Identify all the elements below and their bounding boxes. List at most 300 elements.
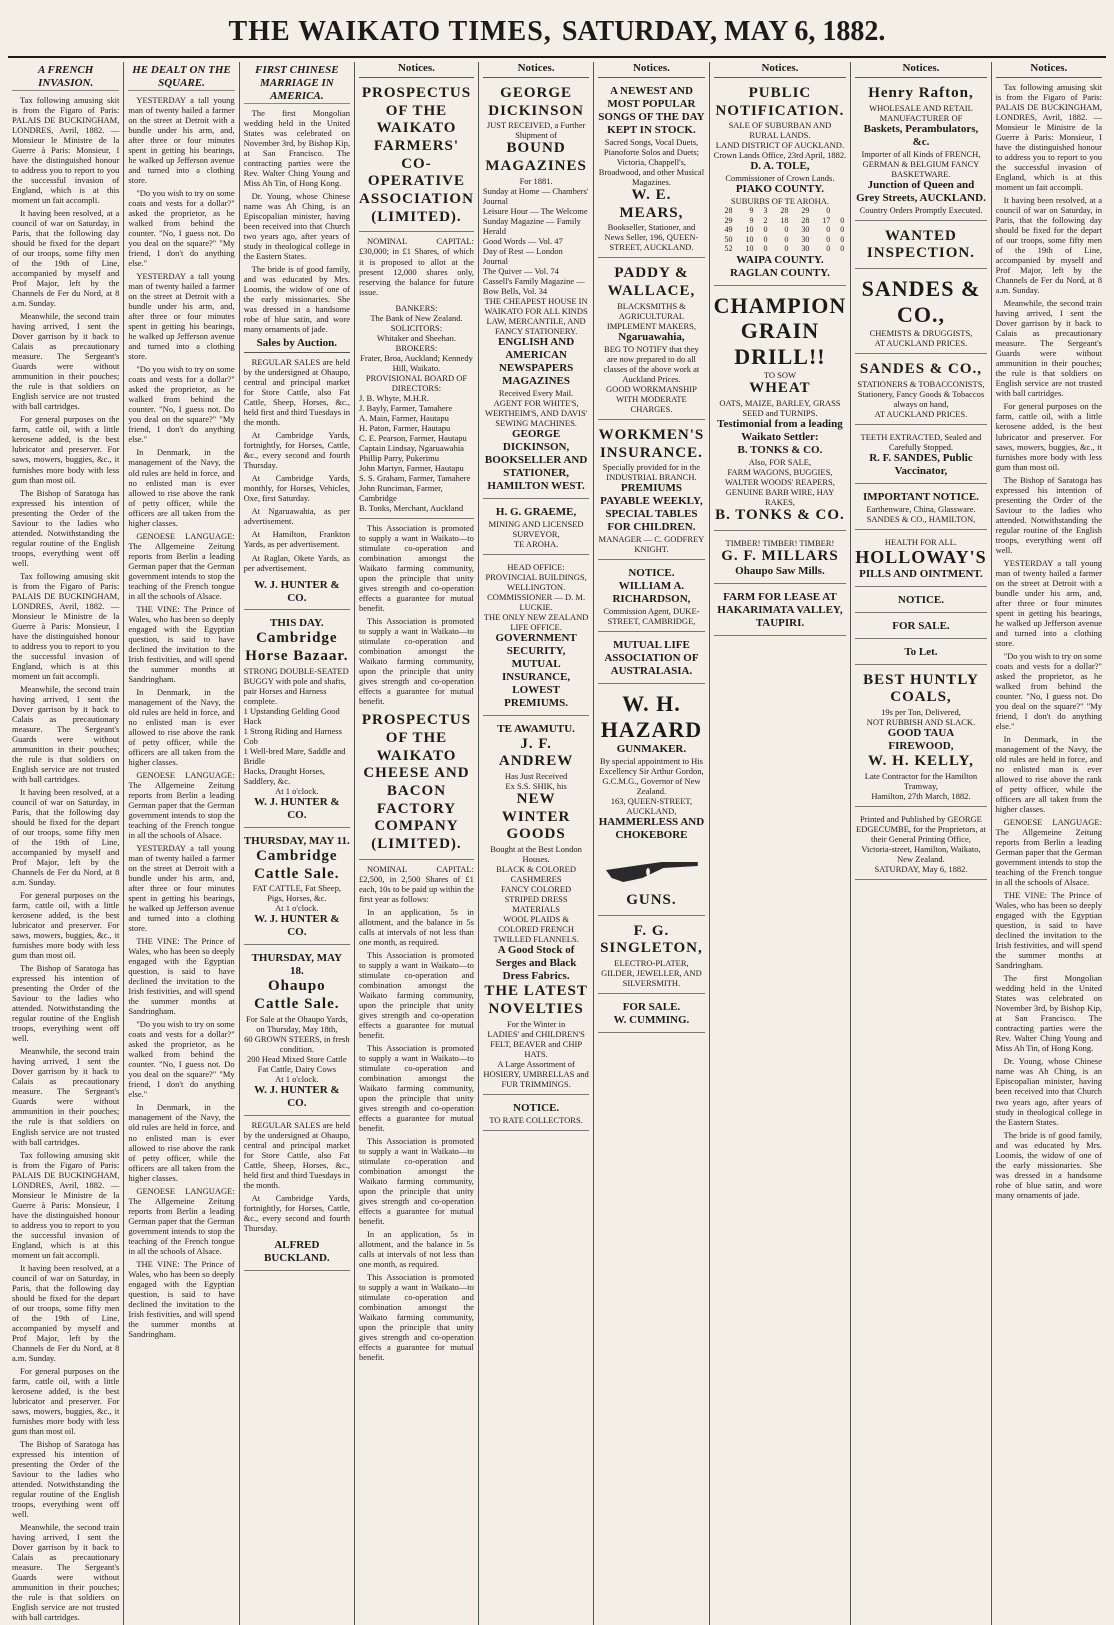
ad-text: Testimonial from a leading Waikato Settler: [717,418,843,444]
magazine-item: Sunday Magazine — Family Herald [482,215,581,236]
ad-headline: A NEWEST AND MOST POPULAR SONGS OF THE DAY KEPT IN STOCK. [598,84,705,136]
article-paragraph: Dr. Young, whose Chinese name was Ah Ching, is an Episcopalian minister, having been received into that Church two years ago, after years of study in theological college in the Eastern States. [995,1056,1102,1127]
sale-day: THIS DAY. [270,617,324,630]
rate-notice [483,1099,589,1131]
article-title-french-invasion: A FRENCH INVASION. [12,64,119,91]
director: S. S. Graham, Farmer, Tamahere [359,472,471,483]
columns [8,62,1106,1623]
table-cell: 0 [784,234,789,244]
directors-head: PROVISIONAL BOARD OF DIRECTORS: [365,372,468,393]
solicitors: Whitaker and Sheehan. [376,332,456,343]
coal-ad [855,669,986,807]
wanted-inspection-ad [855,225,986,269]
ad-text: COMMISSIONER — D. M. LUCKIE. [487,591,586,612]
auction-notice: At Cambridge Yards, monthly, for Horses, Vehicles, Oxe, first Saturday. [243,473,350,504]
ad-headline: MUTUAL LIFE ASSOCIATION OF AUSTRALASIA. [604,639,699,678]
article-paragraph: "Do you wish to try on some coats and vests for a dollar?" asked the proprietor, as he walked from behind the counter. "No, I guess not. Do you deal on the square?" "My friend, I don't do anything else." [995,650,1102,731]
notice-head: To Let. [904,645,938,658]
column-9 [991,62,1106,1625]
advertiser-name: W. CUMMING. [613,1014,690,1026]
ad-text: LAND DISTRICT OF AUCKLAND. [715,140,845,151]
to-let-ad [855,643,986,665]
article-paragraph: For general purposes on the farm, cattle oil, with a little kerosene added, is the best lubricator and preserver. For saws, mowers, buggies, &c., it furnishes more body with less gum than most oil. [12,1365,120,1436]
ad-text: SUBURBS OF TE AROHA. [730,196,829,207]
article-paragraph: It having been resolved, at a council of war on Saturday, in Paris, that the following day should be fixed for the depart of our troops, some fifty men of the 19th of Line, accompanied by myself and Prof Major, left by the Channels de Fer du Nord, at 8 a.m. Sunday. [995,195,1102,296]
advertiser-name: SANDES & CO., [859,360,983,377]
table-cell: 0 [784,244,789,254]
bankers-head: BANKERS: [395,302,438,313]
article-paragraph: Tax following amusing skit is from the Figaro of Paris: PALAIS DE BUCKINGHAM, LONDRES, Avril, 1882. —Monsieur le Ministre de la Guerre à Paris: Monsieur, I have the distinguished honour to address you to report to you the successful invasion of England, which is at this moment un fait accompli. [12,570,120,681]
advertiser-name: WILLIAM A. RICHARDSON, [612,580,691,606]
article-paragraph: YESTERDAY a tall young man of twenty hailed a farmer on the street at Detroit with a bundle under his arm, and, after three or four minutes spent in getting his bearings, he walked up Jefferson avenue and turned into a clothing store. [128,271,235,362]
ad-text: Bought at the Best London Houses. [490,844,582,865]
bankers: The Bank of New Zealand. [370,312,463,323]
auctioneer-name: W. J. HUNTER & CO. [254,913,340,939]
article-paragraph: Meanwhile, the second train having arrived, I sent the Dover garrison by it back to Calais as precautionary measure. The Sergeant's Guards were without ammunition in their pouches; the rule is that soldiers on English service are not trusted with ball cartridges. [12,683,120,784]
ad-text: WHEAT [749,380,811,397]
column-6 [593,62,708,1625]
table-row [714,216,847,225]
article-paragraph: GENOESE LANGUAGE: The Allgemeine Zeitung reports from Berlin a leading German paper that the German government intends to stop the teaching of the French tongue in all the schools of Alsace. [128,1185,235,1256]
imprint-text: Printed and Published by GEORGE EDGECUMBE, for the Proprietors, at their General Printing Office, Victoria-street, Hamilton, Waikato, New Zealand. [856,813,986,864]
richardson-ad [598,564,704,632]
sale-title: Cambridge Cattle Sale. [254,847,340,882]
table-cell: 10 [745,234,754,244]
ad-text: AT AUCKLAND PRICES. [874,408,968,419]
brokers: Frater, Broa, Auckland; Kennedy Hill, Waikato. [360,352,473,373]
article-paragraph: YESTERDAY a tall young man of twenty hailed a farmer on the street at Detroit with a bundle under his arm, and, after three or four minutes spent in getting his bearings, he walked up Jefferson avenue and turned into a clothing store. [128,843,235,934]
paddy-wallace-ad [598,262,704,420]
table-cell: 0 [763,225,768,235]
table-row [714,225,847,234]
mutual-life-ad [598,636,704,684]
ad-text: BLACKSMITHS & AGRICULTURAL IMPLEMENT MAKERS, [606,300,696,331]
purpose-text: This Association is promoted to supply a want in Waikato—to stimulate co-operation and combination amongst the Waikato farming community, upon the principle that unity gives strength and co-operation effects a guarantee for mutual benefit. [359,949,474,1040]
advertiser-name: Henry Rafton, [868,84,974,101]
ohaupo-cattle-sale [244,949,350,1115]
column-2 [123,62,238,1625]
ad-text: Junction of Queen and Grey Streets, AUCKLAND. [856,178,986,204]
advertiser-name: W. E. MEARS, [619,186,684,221]
magazine-item: Leisure Hour — The Welcome [482,205,588,216]
notice-head: FOR SALE. [622,1001,681,1014]
table-cell: 30 [801,244,810,254]
table-cell: 0 [826,234,831,244]
mears-ad [598,82,704,258]
ad-text: Commission Agent, DUKE-STREET, CAMBRIDGE, [603,606,700,627]
article-paragraph: It having been resolved, at a council of war on Saturday, in Paris, that the following day should be fixed for the depart of our troops, some fifty men of the 19th of Line, accompanied by myself and Prof Major, left by the Channels de Fer du Nord, at 8 a.m. Sunday. [12,786,120,888]
ad-text: Has Just Received [504,771,568,782]
section-head-notices: Notices. [714,62,847,78]
ad-text: OATS, MAIZE, BARLEY, GRASS SEED and TURNIPS. [719,398,841,419]
advertiser-name: W. H. KELLY, [868,753,974,770]
dental-ad [855,429,986,484]
article-paragraph: YESTERDAY a tall young man of twenty hailed a farmer on the street at Detroit with a bundle under his arm, and, after three or four minutes spent in getting his bearings, he walked up Jefferson avenue and turned into a clothing store. [995,557,1102,648]
capital-text: NOMINAL CAPITAL: £30,000; in £1 Shares, of which it is proposed to allot at the present 12,000 shares only, reserving the balance for future issue. [359,236,474,297]
land-price-table [714,206,847,253]
article-paragraph: Meanwhile, the second train having arrived, I sent the Dover garrison by it back to Calais as precautionary measure. The Sergeant's Guards were without ammunition in their pouches; the rule is that soldiers on English service are not trusted with ball cartridges. [12,311,120,412]
column-3 [239,62,354,1625]
sale-line: 60 GROWN STEERS, in fresh condition. [244,1033,350,1054]
sale-line: FAT CATTLE, Fat Sheep, Pigs, Horses, &c. [252,883,341,904]
ad-text: NOT RUBBISH AND SLACK. [866,717,976,728]
ad-text: Ex S.S. SHIK, his [505,781,567,792]
ad-text: WHOLESALE AND RETAIL MANUFACTURER OF [869,102,973,123]
director: J. Bayly, Farmer, Tamahere [359,402,453,413]
table-cell: 52 [724,244,733,254]
auction-notice: At Ngaruawahia, as per advertisement. [243,506,350,527]
location: TE AWAMUTU. [497,722,575,735]
ad-text: SANDES & CO., HAMILTON, [866,513,976,524]
article-paragraph: THE VINE: The Prince of Wales, who has been so deeply engaged with the Egyptian question, is said to have declined the invitation to the Irish festivities, and will spend the summer months at Sandringham. [995,890,1102,971]
section-head-notices: Notices. [855,62,986,78]
column-1 [8,62,123,1625]
ad-text: LADIES' and CHILDREN'S FELT, BEAVER and CHIP HATS. [487,1028,585,1059]
ad-text: THE ONLY NEW ZEALAND LIFE OFFICE. [483,611,589,632]
ad-text: TE AROHA. [513,538,559,549]
sale-time: At 1 o'clock. [275,903,319,914]
director: John Runciman, Farmer, Cambridge [359,482,443,503]
article-paragraph: "Do you wish to try on some coats and vests for a dollar?" asked the proprietor, as he walked from behind the counter. "No, I guess not. Do you deal on the square?" "My friend, I don't do anything else." [128,1019,235,1100]
sale-line: Hacks, Draught Horses, Saddlery, &c. [243,765,325,786]
advertiser-name: F. G. SINGLETON, [600,922,703,957]
table-cell: 29 [724,215,733,225]
article-paragraph: THE VINE: The Prince of Wales, who has been so deeply engaged with the Egyptian question, is said to have declined the invitation to the Irish festivities, and will spend the summer months at Sandringham. [128,936,235,1017]
masthead [8,8,1106,58]
ad-text: Sacred Songs, Vocal Duets, Pianoforte Solos and Duets; Victoria, Chappell's, Broadwood, and other Musical Magazines. [598,136,705,187]
advertiser-name: H. G. GRAEME, [495,505,577,518]
advertiser-name: B. TONKS & CO. [737,444,823,457]
notice-head: NOTICE. [897,593,945,606]
ad-text: Country Orders Promptly Executed. [859,204,983,215]
ad-text: GOOD WORKMANSHIP WITH MODERATE CHARGES. [606,383,697,414]
advertiser-name: SANDES & CO., [861,276,981,327]
auction-notice: REGULAR SALES are held by the undersigned at Ohaupo, central and principal market for Store Cattle, also Fat Cattle, Sheep, Horses, &c., held first and third Tuesdays in the month. [243,357,350,428]
article-paragraph: In Denmark, in the management of the Navy, the old rules are held in force, and no enlisted man is ever allowed to rise above the rank of petty officer, while the officers are all taken from the higher classes. [128,1102,235,1183]
ad-text: 19s per Ton, Delivered, [881,707,961,718]
imprint [855,811,986,880]
workmen-insurance-ad [598,424,704,560]
ad-text: Ohaupo Saw Mills. [735,565,825,578]
auction-notice: At Hamilton, Frankton Yards, as per advertisement. [243,529,350,550]
prospectus-title: PROSPECTUS OF THE WAIKATO FARMERS' CO-OPERATIVE ASSOCIATION (LIMITED). [359,84,474,225]
prospectus-title: PROSPECTUS OF THE WAIKATO CHEESE AND BACON FACTORY COMPANY (LIMITED). [361,712,472,852]
cheese-prospectus [359,709,474,860]
county-head: WAIPA COUNTY. [736,253,824,266]
table-cell: 50 [724,234,733,244]
ad-text: GOOD TAUA FIREWOOD, [887,727,955,753]
ad-text: FARM WAGONS, BUGGIES, WALTER WOODS' REAPERS, [724,467,835,488]
ad-headline: GRAIN [740,318,820,344]
purpose-text: This Association is promoted to supply a want in Waikato—to stimulate co-operation and combination amongst the Waikato farming community, upon the principle that unity gives strength and co-operation effects a guarantee for mutual benefit. [359,1272,474,1363]
article-paragraph: The bride is of good family, and was educated by Mrs. Loomis, the widow of one of the early missionaries. She was dressed in a handsome robe of blue satin, and wore many ornaments of jade. [243,264,350,335]
ad-text: HEAD OFFICE: PROVINCIAL BUILDINGS, WELLINGTON. [485,561,587,592]
column-8 [850,62,990,1625]
county-head: PIAKO COUNTY. [735,183,825,196]
ad-headline: Baskets, Perambulators, &c. [863,122,979,148]
advertiser-name: D. A. TOLE, [750,160,810,173]
county-head: RAGLAN COUNTY. [730,266,830,279]
article-paragraph: YESTERDAY a tall young man of twenty hailed a farmer on the street at Detroit with a bundle under his arm, and, after three or four minutes spent in getting his bearings, he walked up Jefferson avenue and turned into a clothing store. [128,94,235,186]
table-row [714,244,847,253]
advertiser-name: W. H. HAZARD [600,691,703,742]
graeme-ad [483,503,589,555]
advertiser-name: GEORGE DICKINSON [488,84,584,119]
imprint-date: SATURDAY, May 6, 1882. [874,863,968,874]
ad-text: A Good Stock of Serges and Black Dress Fabrics. [495,944,577,983]
article-paragraph: Meanwhile, the second train having arrived, I sent the Dover garrison by it back to Calais as precautionary measure. The Sergeant's Guards were without ammunition in their pouches; the rule is that soldiers on English service are not trusted with ball cartridges. [12,1046,120,1147]
article-paragraph: The first Mongolian wedding held in the United States was celebrated on November 3rd, by Bishop Kip, at San Francisco. The contracting parties were the Rev. Walter Ching Young and Miss Ah Tin, of Hong Kong. [243,107,350,189]
advertiser-name: G. F. MILLARS [721,547,839,564]
grain-drill-ad [714,290,847,531]
table-cell: 9 [749,206,754,216]
purpose-text: This Association is promoted to supply a want in Waikato—to stimulate co-operation and combination amongst the Waikato farming community, upon the principle that unity gives strength and co-operation effects a guarantee for mutual benefit. [359,616,474,707]
ad-text: AT AUCKLAND PRICES. [874,337,968,348]
ad-text: SPECIAL TABLES FOR CHILDREN. [605,508,698,534]
ad-text: Crown Lands Office, 23rd April, 1882. [713,150,847,161]
article-paragraph: THE VINE: The Prince of Wales, who has been so deeply engaged with the Egyptian question, is said to have declined the invitation to the Irish festivities, and will spend the summer months at Sandringham. [128,603,235,684]
article-paragraph: It having been resolved, at a council of war on Saturday, in Paris, that the following day should be fixed for the depart of our troops, some fifty men of the 19th of Line, accompanied by myself and Prof Major, left by the Channels de Fer du Nord, at 8 a.m. Sunday. [12,208,120,309]
ad-text: TIMBER! TIMBER! TIMBER! [725,537,835,548]
table-cell: 0 [763,244,768,254]
singleton-ad [598,920,704,994]
magazine-item: Sunday at Home — Chambers' Journal [482,185,589,206]
cheese-text: In an application, 5s in allotment, and the balance in 5s calls at intervals of not less than one month, as required. [359,906,474,947]
sale-time: At 1 o'clock. [275,1073,319,1084]
location: Ngaruawahia, [618,330,685,343]
article-paragraph: It having been resolved, at a council of war on Saturday, in Paris, that the following day should be fixed for the depart of our troops, some fifty men of the 19th of Line, accompanied by myself and Prof Major, left by the Channels de Fer du Nord, at 8 a.m. Sunday. [12,1262,120,1363]
ad-headline: PUBLIC NOTIFICATION. [715,84,845,119]
auction-notice: At Cambridge Yards, fortnightly, for Horses, Cattle, &c., every second and fourth Thursday. [243,1192,350,1233]
article-paragraph: Dr. Young, whose Chinese name was Ah Ching, is an Episcopalian minister, having been received into that Church two years ago, after years of study in theological college in the Eastern States. [243,191,350,262]
farmers-prospectus [359,82,474,233]
advertiser-name: PADDY & WALLACE, [607,265,696,300]
ad-headline: THE LATEST NOVELTIES [484,983,588,1017]
table-cell: 0 [840,234,845,244]
ad-text: WOOL PLAIDS & COLORED FRENCH TWILLED FLANNELS. [493,914,579,945]
article-title-dealt-on-square: HE DEALT ON THE SQUARE. [128,64,234,91]
ad-subtitle: JUST RECEIVED, a Further Shipment of [486,120,586,141]
bankers-block [359,300,474,519]
article-paragraph: The bride is of good family, and was educated by Mrs. Loomis, the widow of one of the early missionaries. She was dressed in a handsome robe of blue satin, and wore many ornaments of jade. [995,1129,1102,1200]
auctioneer-sign [244,576,350,611]
table-cell: 0 [784,225,789,235]
ad-text: Specially provided for in the INDUSTRIAL BRANCH. [602,462,701,483]
article-paragraph: Tax following amusing skit is from the Figaro of Paris: PALAIS DE BUCKINGHAM, LONDRES, Avril, 1882. —Monsieur le Ministre de la Guerre à Paris: Monsieur, I have the distinguished honour to address you to report to you the successful invasion of England, which is at this moment un fait accompli. [12,1149,120,1260]
director: C. E. Pearson, Farmer, Hautapu [359,432,467,443]
issue-date: SATURDAY, MAY 6, 1882. [561,16,886,47]
table-cell: 9 [749,215,754,225]
ad-text: Commissioner of Crown Lands. [725,173,835,184]
ad-text: HEALTH FOR ALL. [884,536,958,547]
sale-line: 1 Upstanding Gelding Good Hack [243,705,340,726]
ad-text: BEG TO NOTIFY that they are now prepared to do all classes of the above work at Auckland Prices. [603,343,700,384]
ad-text: AGENT FOR WHITE'S, WERTHEIM'S, AND DAVIS' SEWING MACHINES. [484,397,588,428]
ad-text: STATIONERS & TOBACCONISTS, [857,378,985,389]
table-cell: 10 [745,225,754,235]
sale-day: THURSDAY, MAY 11. [243,834,350,847]
ad-headline: IMPORTANT NOTICE. [862,490,979,503]
article-paragraph: Tax following amusing skit is from the Figaro of Paris: PALAIS DE BUCKINGHAM, LONDRES, Avril, 1882. —Monsieur le Ministre de la Guerre à Paris: Monsieur, I have the distinguished honour to address you to report to you the successful invasion of England, which is at this moment un fait accompli. [12,94,120,206]
magazine-item: The Quiver — Vol. 74 [482,265,559,276]
ad-text: CHEMISTS & DRUGGISTS, [869,327,973,338]
table-cell: 17 [822,215,831,225]
table-cell: 0 [826,206,831,216]
table-cell: 2 [763,215,768,225]
ad-text: TO RATE COLLECTORS. [489,1114,583,1125]
article-paragraph: GENOESE LANGUAGE: The Allgemeine Zeitung reports from Berlin a leading German paper that the German government intends to stop the teaching of the French tongue in all the schools of Alsace. [128,530,235,601]
sale-line: 1 Strong Riding and Harness Cob [243,725,342,746]
important-notice-ad [855,488,986,530]
table-cell: 28 [801,215,810,225]
table-cell: 29 [801,206,810,216]
ad-text: By special appointment to His Excellency Sir Arthur Gordon, G.C.M.G., Governor of New Zealand. [599,755,704,796]
table-cell: 28 [724,206,733,216]
table-cell: 49 [724,225,733,235]
table-cell: 0 [826,225,831,235]
table-row [714,206,847,215]
ad-headline: HAMMERLESS AND CHOKEBORE [598,815,705,841]
sandes-stationers-ad [855,358,986,425]
ad-text: Also, FOR SALE, [748,457,812,467]
table-cell: 3 [763,206,768,216]
ad-text: Late Contractor for the Hamilton Tramway, [864,770,978,791]
purpose-text: This Association is promoted to supply a want in Waikato—to stimulate co-operation and combination amongst the Waikato farming community, upon the principle that unity gives strength and co-operation effects a guarantee for mutual benefit. [359,522,474,614]
sandes-chemists-ad [855,273,986,354]
ad-subtitle: For 1881. [519,175,553,186]
ad-text: Received Every Mail. [498,387,574,398]
sale-line: STRONG DOUBLE-SEATED BUGGY with pole and shafts, pair Horses and Harness complete. [243,665,349,706]
table-cell: 0 [840,215,845,225]
table-cell: 28 [780,206,789,216]
holloway-ad [855,534,986,587]
ad-text: Bookseller, Stationer, and News Seller, 196, QUEEN-STREET, AUCKLAND. [604,222,699,253]
magazine-item: Day of Rest — London Journal [482,245,563,266]
ad-text: GENUINE BARB WIRE, HAY RAKES, [725,487,835,508]
auction-notice: At Cambridge Yards, fortnightly, for Horses, Cattle, &c., every second and fourth Thursday. [243,430,350,471]
ad-text: GUNMAKER. [616,742,687,755]
article-paragraph: For general purposes on the farm, cattle oil, with a little kerosene added, is the best lubricator and preserver. For saws, mowers, buggies, &c., it furnishes more body with less gum than most oil. [12,414,120,485]
for-sale-ad [855,617,986,639]
ad-text: BLACK & COLORED CASHMERES [496,864,576,885]
article-paragraph: The first Mongolian wedding held in the United States was celebrated on November 3rd, by Bishop Kip, at San Francisco. The contracting parties were the Rev. Walter Ching Young and Miss Ah Tin, of Hong Kong. [995,973,1102,1054]
notice-ad [855,591,986,613]
director: John Martyn, Farmer, Hautapu [359,462,464,473]
table-cell: 30 [801,225,810,235]
auctioneer-name: W. J. HUNTER & CO. [254,578,340,604]
ad-text: For the Winter in [506,1018,566,1029]
ad-headline: DRILL!! [734,344,826,370]
article-paragraph: In Denmark, in the management of the Navy, the old rules are held in force, and no enlisted man is ever allowed to rise above the rank of petty officer, while the officers are all taken from the higher classes. [128,686,235,767]
director: B. Tonks, Merchant, Auckland [359,502,464,513]
section-head-notices: Notices. [598,62,704,78]
column-4 [354,62,478,1625]
ad-text: SALE OF SUBURBAN AND RURAL LANDS. [728,120,832,141]
andrew-ad [483,720,589,1095]
article-paragraph: "Do you wish to try on some coats and vests for a dollar?" asked the proprietor, as he walked from behind the counter. "No, I guess not. Do you deal on the square?" "My friend, I don't do anything else." [128,364,235,445]
ad-headline: BOUND MAGAZINES [485,140,587,175]
cheese-text: In an application, 5s in allotment, and the balance in 5s calls at intervals of not less than one month, as required. [359,1229,474,1270]
article-paragraph: THE VINE: The Prince of Wales, who has been so deeply engaged with the Egyptian question, is said to have declined the invitation to the Irish festivities, and will spend the summer months at Sandringham. [128,1258,235,1339]
article-paragraph: For general purposes on the farm, cattle oil, with a little kerosene added, is the best lubricator and preserver. For saws, mowers, buggies, &c., it furnishes more body with less gum than most oil. [12,890,120,961]
table-row [714,235,847,244]
ad-headline: CHAMPION [713,292,847,318]
dickinson-ad [483,82,589,499]
capital-text: NOMINAL CAPITAL: £2,500, in 2,500 Shares of £1 each, 10s to be paid up within the first year as follows: [359,863,474,904]
ad-text: MINING AND LICENSED SURVEYOR, [488,518,584,539]
cambridge-horse-bazaar [244,614,350,827]
ad-text: TEETH EXTRACTED, Sealed and Carefully Stopped. [860,431,982,452]
article-paragraph: The Bishop of Saratoga has expressed his intention of presenting the Order of the Saviour to the ladies who attended. Notwithstanding the regular routine of the English troops, everything went off well. [12,963,120,1044]
ad-text: Importer of all Kinds of FRENCH, GERMAN & BELGIUM FANCY BASKETWARE. [861,148,981,179]
advertiser-name: J. F. ANDREW [498,735,574,770]
article-paragraph: In Denmark, in the management of the Navy, the old rules are held in force, and no enlisted man is ever allowed to rise above the rank of petty officer, while the officers are all taken from the higher classes. [128,447,235,528]
millars-ad [714,535,847,585]
hazard-ad [598,688,704,916]
table-cell: 0 [840,225,845,235]
brokers-head: BROKERS: [395,342,438,353]
notice-head: NOTICE. [513,1101,560,1114]
ad-text: ELECTRO-PLATER, GILDER, JEWELLER, AND SILVERSMITH. [601,957,702,989]
advertiser-name: GEORGE DICKINSON, BOOKSELLER AND STATIONER, HAMILTON WEST. [484,427,588,492]
ad-text: Hamilton, 27th March, 1882. [871,790,971,801]
article-paragraph: GENOESE LANGUAGE: The Allgemeine Zeitung reports from Berlin a leading German paper that the German government intends to stop the teaching of the French tongue in all the schools of Alsace. [128,769,235,841]
article-paragraph: Tax following amusing skit is from the Figaro of Paris: PALAIS DE BUCKINGHAM, LONDRES, Avril, 1882. —Monsieur le Ministre de la Guerre à Paris: Monsieur, I have the distinguished honour to address you to report to you the successful invasion of England, which is at this moment un fait accompli. [995,81,1102,193]
article-title-chinese-marriage: FIRST CHINESE MARRIAGE IN AMERICA. [244,64,350,104]
article-paragraph: Meanwhile, the second train having arrived, I sent the Dover garrison by it back to Calais as precautionary measure. The Sergeant's Guards were without ammunition in their pouches; the rule is that soldiers on English service are not trusted with ball cartridges. [995,298,1102,399]
advertiser-name: B. TONKS & CO. [715,507,845,524]
table-cell: 18 [780,215,789,225]
ad-text: Stationery, Fancy Goods & Tobaccos always on hand, [857,388,985,409]
director: Phillip Parry, Pukerimu [359,452,439,463]
table-cell: 10 [745,244,754,254]
sale-time: At 1 o'clock. [275,786,319,796]
sale-line: 200 Head Mixed Store Cattle [247,1053,347,1064]
article-paragraph: Meanwhile, the second train having arrived, I sent the Dover garrison by it back to Calais as precautionary measure. The Sergeant's Guards were without ammunition in their pouches; the rule is that soldiers on English service are not trusted with ball cartridges. [12,1522,120,1623]
advertiser-name: HOLLOWAY'S [855,546,987,567]
ad-text: 163, QUEEN-STREET, AUCKLAND, [610,795,693,816]
ad-headline: WORKMEN'S INSURANCE. [598,426,705,461]
govt-insurance-ad [483,559,589,716]
ad-headline: GUNS. [626,891,677,908]
ad-text: A Large Assortment of HOSIERY, UMBRELLAS and FUR TRIMMINGS. [483,1058,589,1089]
sale-title: Cambridge Horse Bazaar. [245,630,349,665]
article-paragraph: GENOESE LANGUAGE: The Allgemeine Zeitung reports from Berlin a leading German paper that the German government intends to stop the teaching of the French tongue in all the schools of Alsace. [995,817,1102,888]
notice-head: FOR SALE. [892,619,950,632]
cumming-ad [598,998,704,1033]
purpose-text: This Association is promoted to supply a want in Waikato—to stimulate co-operation and combination amongst the Waikato farming community, upon the principle that unity gives strength and co-operation effects a guarantee for mutual benefit. [359,1136,474,1227]
advertiser-name: R. F. SANDES, Public Vaccinator, [869,451,973,477]
section-head-auctions: Sales by Auction. [244,337,350,353]
ad-text: MANAGER — C. GODFREY KNIGHT. [598,534,705,555]
article-paragraph: For general purposes on the farm, cattle oil, with a little kerosene added, is the best lubricator and preserver. For saws, mowers, buggies, &c., it furnishes more body with less gum than most oil. [995,401,1102,472]
director: J. B. Whyte, M.H.R. [359,392,429,403]
ad-text: FANCY COLORED STRIPED DRESS MATERIALS [501,884,572,915]
director: A. Main, Farmer, Hautapu [359,412,449,423]
solicitors-head: SOLICITORS: [390,322,443,333]
ad-headline: GOVERNMENT SECURITY, MUTUAL INSURANCE, LOWEST PREMIUMS. [495,631,577,709]
article-paragraph: The Bishop of Saratoga has expressed his intention of presenting the Order of the Saviour to the ladies who attended. Notwithstanding the regular routine of the English troops, everything went off well. [995,474,1102,555]
ad-headline: FARM FOR LEASE AT HAKARIMATA VALLEY, TAUPIRI. [717,591,843,630]
auctioneer-name: ALFRED BUCKLAND. [263,1238,330,1264]
ad-text: PREMIUMS PAYABLE WEEKLY, [600,482,703,508]
rafton-ad [855,82,986,221]
magazine-item: Good Words — Vol. 47 [482,235,563,246]
article-paragraph: "Do you wish to try on some coats and vests for a dollar?" asked the proprietor, as he walked from behind the counter. "No, I guess not. Do you deal on the square?" "My friend, I don't do anything else." [128,188,235,269]
shotgun-illustration [604,846,700,886]
ad-text: TO SOW [763,370,797,381]
newspaper-title: THE WAIKATO TIMES, [228,16,552,47]
